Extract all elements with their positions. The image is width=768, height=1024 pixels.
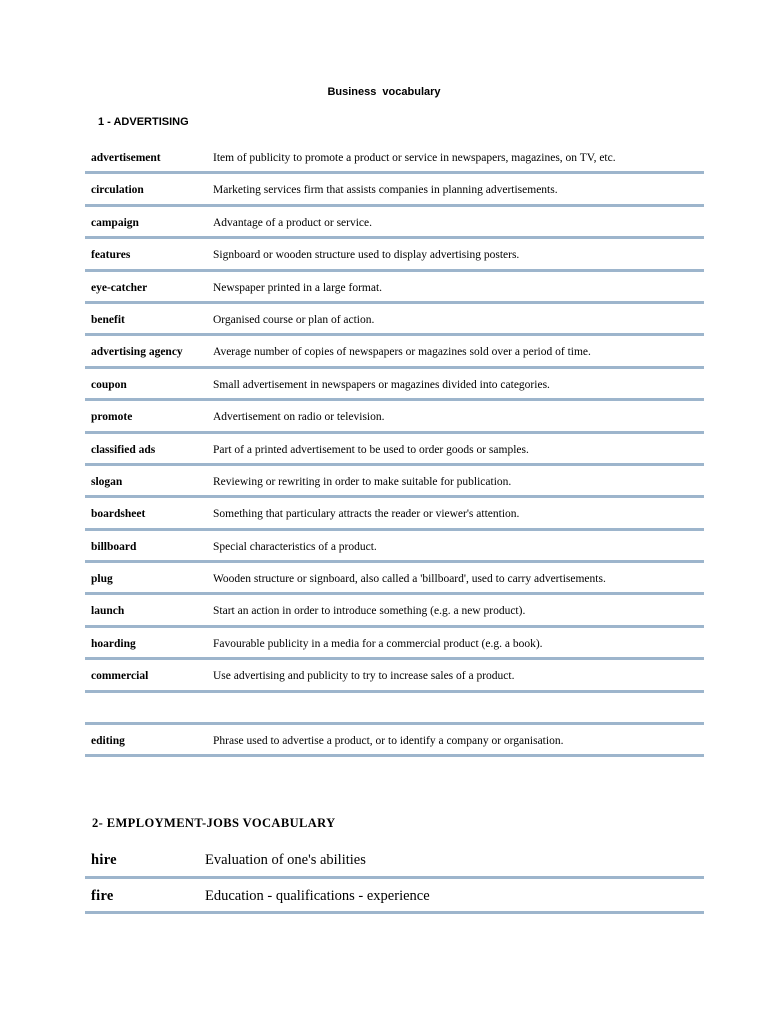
definition-cell: Marketing services firm that assists companies in planning advertisements. xyxy=(213,184,558,197)
advertising-vocabulary-table xyxy=(85,142,704,757)
table-row xyxy=(85,843,704,879)
table-row xyxy=(85,304,704,336)
table-row xyxy=(85,434,704,466)
term-cell: fire xyxy=(91,887,114,904)
definition-cell: Average number of copies of newspapers or magazines sold over a period of time. xyxy=(213,346,591,359)
section-heading-advertising: 1 - ADVERTISING xyxy=(98,116,189,128)
definition-cell: Signboard or wooden structure used to display advertising posters. xyxy=(213,249,520,262)
section-heading-employment: 2- EMPLOYMENT-JOBS VOCABULARY xyxy=(92,816,336,830)
term-cell: plug xyxy=(91,573,113,586)
definition-cell: Item of publicity to promote a product or service in newspapers, magazines, on TV, etc. xyxy=(213,152,616,164)
definition-cell: Part of a printed advertisement to be used to order goods or samples. xyxy=(213,443,529,456)
table-row xyxy=(85,142,704,174)
term-cell: launch xyxy=(91,605,125,618)
table-row xyxy=(85,174,704,206)
term-cell: boardsheet xyxy=(91,508,146,521)
term-cell: billboard xyxy=(91,540,137,553)
definition-cell: Phrase used to advertise a product, or to identify a company or organisation. xyxy=(213,735,564,748)
term-cell: campaign xyxy=(91,216,139,229)
table-row xyxy=(85,239,704,271)
definition-cell: Wooden structure or signboard, also called a 'billboard', used to carry advertisements. xyxy=(213,573,606,586)
definition-cell: Use advertising and publicity to try to increase sales of a product. xyxy=(213,670,515,683)
definition-cell: Education - qualifications - experience xyxy=(205,887,430,904)
table-row xyxy=(85,595,704,627)
definition-cell: Organised course or plan of action. xyxy=(213,313,375,326)
table-row xyxy=(85,563,704,595)
table-row xyxy=(85,466,704,498)
table-row xyxy=(85,879,704,915)
term-cell: promote xyxy=(91,411,133,424)
term-cell: advertising agency xyxy=(91,346,183,359)
definition-cell: Newspaper printed in a large format. xyxy=(213,281,383,294)
table-row xyxy=(85,498,704,530)
table-row xyxy=(85,336,704,368)
term-cell: coupon xyxy=(91,378,127,391)
table-row xyxy=(85,369,704,401)
table-row xyxy=(85,660,704,692)
employment-vocabulary-table xyxy=(85,843,704,914)
definition-cell: Advantage of a product or service. xyxy=(213,216,373,229)
term-cell: commercial xyxy=(91,670,149,683)
term-cell: circulation xyxy=(91,184,144,197)
table-row xyxy=(85,272,704,304)
table-row-empty xyxy=(85,693,704,725)
term-cell: eye-catcher xyxy=(91,281,148,294)
term-cell: slogan xyxy=(91,475,123,488)
term-cell: features xyxy=(91,249,131,262)
table-row xyxy=(85,401,704,433)
definition-cell: Reviewing or rewriting in order to make suitable for publication. xyxy=(213,475,512,488)
table-row xyxy=(85,207,704,239)
document-title: Business vocabulary xyxy=(327,86,441,98)
term-cell: hire xyxy=(91,852,117,868)
definition-cell: Advertisement on radio or television. xyxy=(213,411,385,424)
table-row xyxy=(85,628,704,660)
table-row xyxy=(85,531,704,563)
term-cell: hoarding xyxy=(91,637,136,650)
definition-cell: Start an action in order to introduce something (e.g. a new product). xyxy=(213,605,526,618)
definition-cell: Evaluation of one's abilities xyxy=(205,852,366,868)
definition-cell: Something that particulary attracts the reader or viewer's attention. xyxy=(213,508,520,521)
term-cell: editing xyxy=(91,735,125,748)
term-cell: benefit xyxy=(91,313,125,326)
term-cell: advertisement xyxy=(91,152,161,164)
definition-cell: Small advertisement in newspapers or magazines divided into categories. xyxy=(213,378,550,391)
table-row xyxy=(85,725,704,757)
term-cell: classified ads xyxy=(91,443,156,456)
definition-cell: Favourable publicity in a media for a commercial product (e.g. a book). xyxy=(213,637,543,650)
definition-cell: Special characteristics of a product. xyxy=(213,540,377,553)
